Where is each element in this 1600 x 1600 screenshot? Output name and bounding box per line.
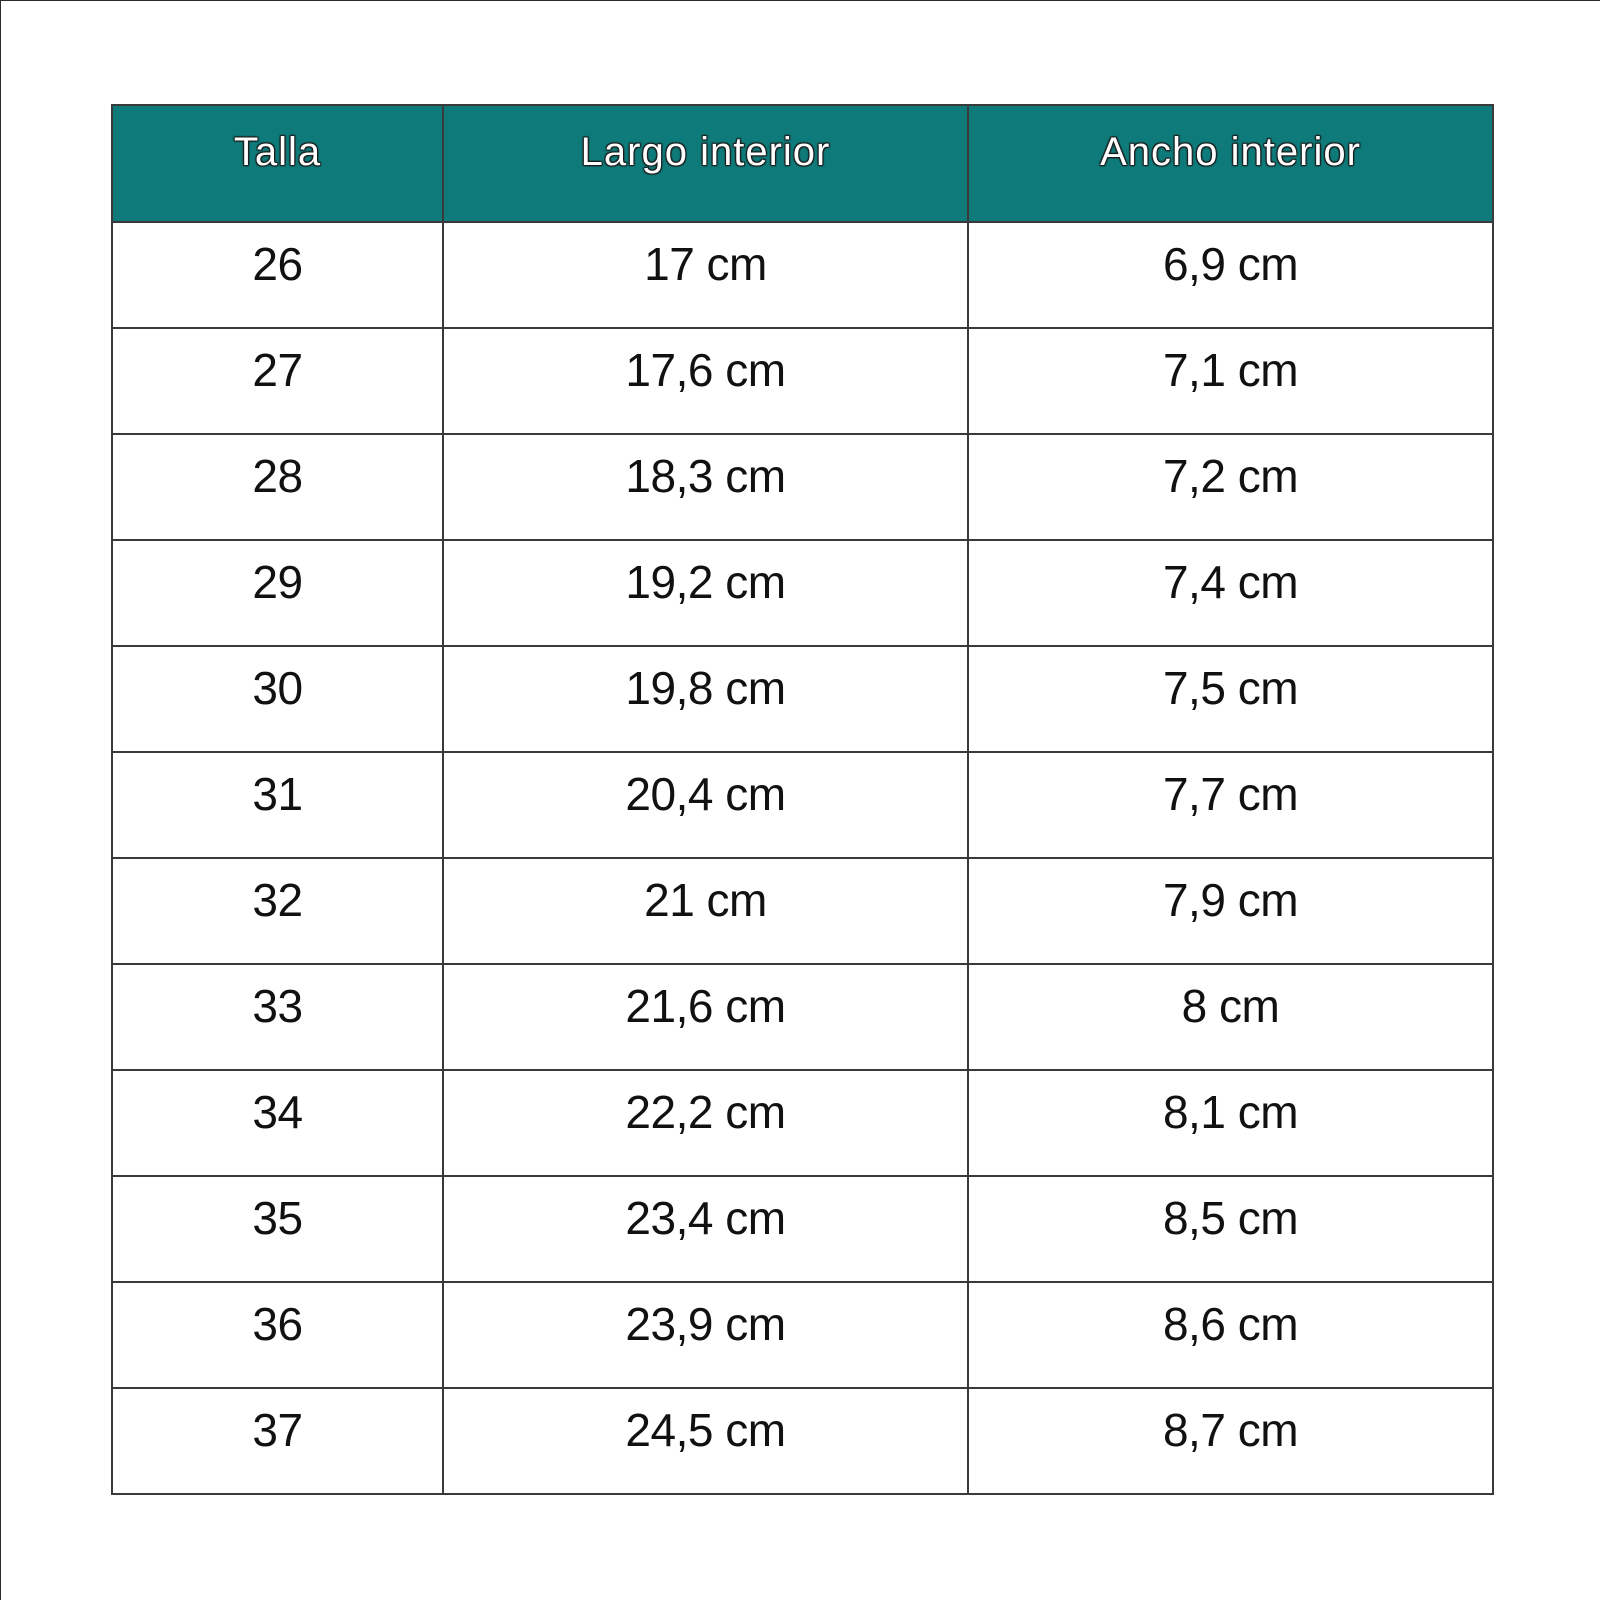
table-row (112, 752, 1493, 858)
inner-width-cell: 7,7 cm (968, 752, 1493, 858)
table-row (112, 1388, 1493, 1494)
table-row (112, 646, 1493, 752)
table-row (112, 964, 1493, 1070)
table-header (112, 105, 1493, 222)
table-row (112, 1070, 1493, 1176)
table-row (112, 222, 1493, 328)
inner-length-cell: 24,5 cm (443, 1388, 968, 1494)
table-row (112, 328, 1493, 434)
inner-length-cell: 22,2 cm (443, 1070, 968, 1176)
inner-length-cell: 19,2 cm (443, 540, 968, 646)
column-header-talla: Talla (112, 105, 443, 222)
inner-length-cell: 17 cm (443, 222, 968, 328)
size-cell: 28 (112, 434, 443, 540)
table-body (112, 222, 1493, 1494)
size-cell: 30 (112, 646, 443, 752)
inner-width-cell: 7,2 cm (968, 434, 1493, 540)
inner-width-cell: 6,9 cm (968, 222, 1493, 328)
size-cell: 37 (112, 1388, 443, 1494)
size-cell: 33 (112, 964, 443, 1070)
inner-width-cell: 8,1 cm (968, 1070, 1493, 1176)
inner-length-cell: 21,6 cm (443, 964, 968, 1070)
inner-width-cell: 8,6 cm (968, 1282, 1493, 1388)
size-cell: 34 (112, 1070, 443, 1176)
table-row (112, 1282, 1493, 1388)
inner-width-cell: 7,5 cm (968, 646, 1493, 752)
inner-length-cell: 18,3 cm (443, 434, 968, 540)
size-cell: 32 (112, 858, 443, 964)
column-header-largo-interior: Largo interior (443, 105, 968, 222)
size-cell: 31 (112, 752, 443, 858)
inner-length-cell: 20,4 cm (443, 752, 968, 858)
size-cell: 36 (112, 1282, 443, 1388)
size-cell: 35 (112, 1176, 443, 1282)
inner-length-cell: 21 cm (443, 858, 968, 964)
header-row (112, 105, 1493, 222)
inner-width-cell: 8,5 cm (968, 1176, 1493, 1282)
inner-width-cell: 8,7 cm (968, 1388, 1493, 1494)
table-row (112, 434, 1493, 540)
inner-length-cell: 23,9 cm (443, 1282, 968, 1388)
size-chart-table (111, 104, 1494, 1495)
inner-length-cell: 19,8 cm (443, 646, 968, 752)
inner-width-cell: 7,1 cm (968, 328, 1493, 434)
inner-width-cell: 7,4 cm (968, 540, 1493, 646)
inner-length-cell: 23,4 cm (443, 1176, 968, 1282)
column-header-ancho-interior: Ancho interior (968, 105, 1493, 222)
size-cell: 26 (112, 222, 443, 328)
inner-width-cell: 8 cm (968, 964, 1493, 1070)
table-row (112, 540, 1493, 646)
size-cell: 27 (112, 328, 443, 434)
inner-length-cell: 17,6 cm (443, 328, 968, 434)
inner-width-cell: 7,9 cm (968, 858, 1493, 964)
size-cell: 29 (112, 540, 443, 646)
table-row (112, 858, 1493, 964)
table-row (112, 1176, 1493, 1282)
